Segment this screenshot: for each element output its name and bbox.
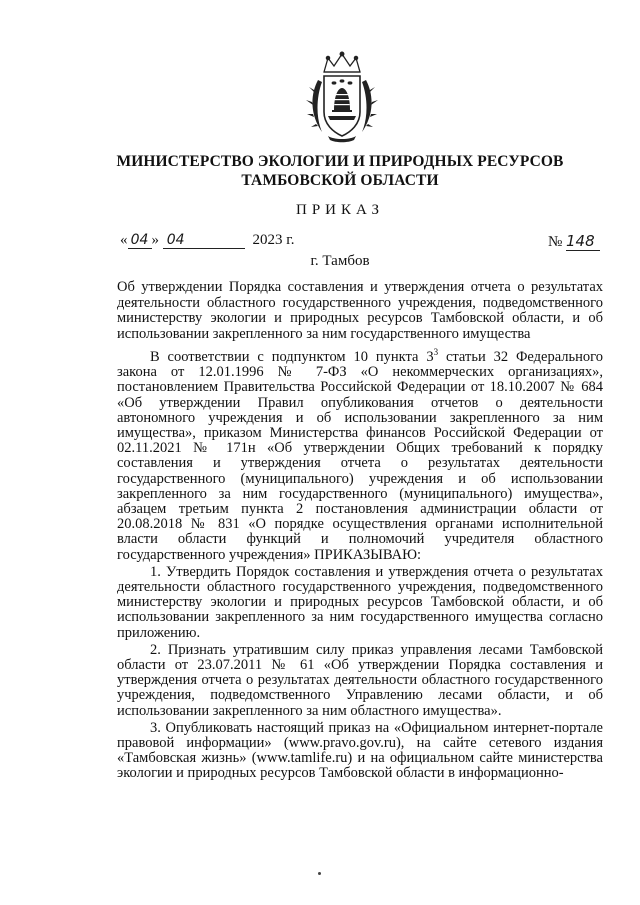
- order-date: [120, 232, 294, 249]
- date-number-row: [120, 232, 600, 252]
- ministry-line-1: МИНИСТЕРСТВО ЭКОЛОГИИ И ПРИРОДНЫХ РЕСУРСОВ: [116, 153, 564, 170]
- scan-artifact-dot: [318, 872, 321, 875]
- number-value: 148: [566, 232, 600, 251]
- order-item-1: 1. Утвердить Порядок составления и утверждения отчета о результатах деятельности областного государственного учреждения, подведомственного министерству экологии и природных ресурсов Тамбовской области, и об использовании закрепленного за ним государственного имущества согласно приложению.: [117, 563, 603, 641]
- order-item-3: 3. Опубликовать настоящий приказ на «Официальном интернет-портале правовой информации» (www.pravo.gov.ru), на сайте сетевого издания «Тамбовская жизнь» (www.tamlife.ru) и на официальном сайте министерства экологии и природных ресурсов Тамбовской области в информационно-: [117, 719, 603, 782]
- preamble-text-b: статьи 32 Федерального закона от 12.01.1996 № 7-ФЗ «О некоммерческих организациях», постановлением Правительства Российской Федерации от 18.10.2007 № 684 «Об утверждении Правил опубликования отчетов о деятельности автономного учреждения и об использовании закрепленного за ним имущества», приказом Министерства финансов Российской Федерации от 02.11.2021 № 171н «Об утверждении Общих требований к порядку составления и утверждения отчета о результатах деятельности государственного (муниципального) учреждения и об использовании закрепленного за ним государственного (муниципального) имущества», абзацем третьим пункта 2 постановления администрации области от 20.08.2018 № 831 «О порядке осуществления органами исполнительной власти области функций и полномочий учредителя областного государственного учреждения» ПРИКАЗЫВАЮ:: [117, 349, 604, 563]
- date-day: 04: [128, 232, 152, 249]
- city: г. Тамбов: [310, 253, 370, 269]
- order-item-2: 2. Признать утратившим силу приказ управления лесами Тамбовской области от 23.07.2011 № 61 «Об утверждении Порядка составления и утверждения отчета о результатах деятельности областного государственного учреждения, подведомственного Управлению лесами области, и об использовании закрепленного за ним областного имущества».: [117, 641, 603, 719]
- order-number: [548, 232, 600, 251]
- date-year: 2023 г.: [252, 232, 295, 248]
- ministry-name: [60, 152, 620, 190]
- date-month: 04: [163, 232, 245, 249]
- order-subject: Об утверждении Порядка составления и утверждения отчета о результатах деятельности областного государственного учреждения, подведомственного министерству экологии и природных ресурсов Тамбовской области, и об использовании закрепленного за ним государственного имущества: [117, 279, 603, 342]
- doc-type-title: ПРИКАЗ: [296, 202, 384, 218]
- date-quote-open: «: [120, 232, 128, 248]
- number-label: №: [547, 234, 563, 250]
- preamble-superscript: 3: [433, 347, 439, 358]
- ministry-line-2: ТАМБОВСКОЙ ОБЛАСТИ: [241, 172, 439, 189]
- tambov-coat-of-arms-icon: [304, 50, 380, 146]
- preamble-text-a: В соответствии с подпунктом 10 пункта 3: [150, 349, 434, 365]
- order-body: [117, 347, 604, 784]
- date-quote-close: »: [151, 232, 159, 248]
- preamble-paragraph: [117, 347, 604, 563]
